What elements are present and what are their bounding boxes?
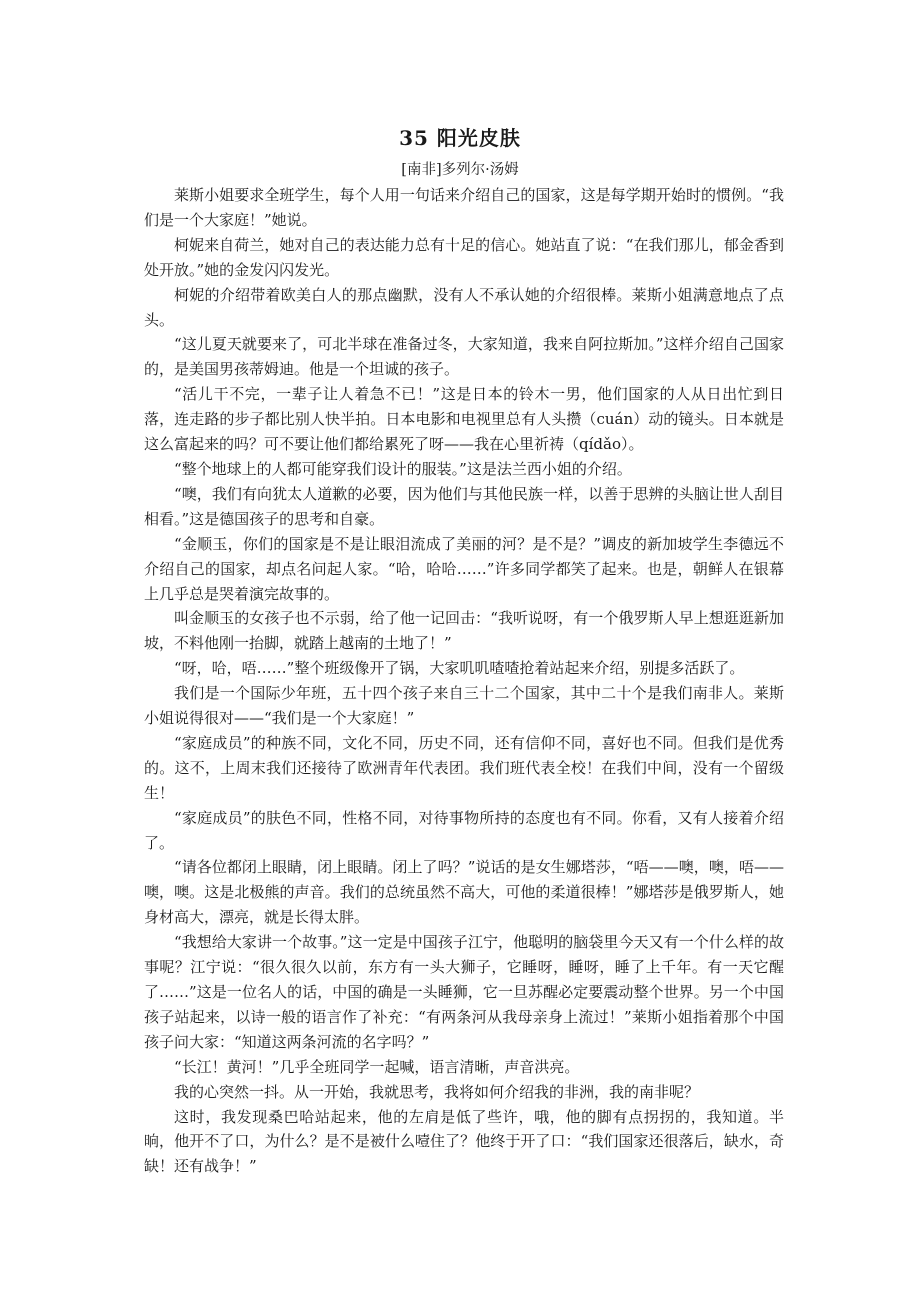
paragraph: 柯妮的介绍带着欧美白人的那点幽默，没有人不承认她的介绍很棒。莱斯小姐满意地点了点头。 bbox=[144, 285, 784, 329]
paragraph: “金顺玉，你们的国家是不是让眼泪流成了美丽的河？是不是？”调皮的新加坡学生李德远不介绍自己的国家，却点名问起人家。“哈，哈哈……”许多同学都笑了起来。也是，朝鲜人在银幕上几乎总是哭着演完故事的。 bbox=[144, 534, 784, 603]
paragraph: “请各位都闭上眼睛，闭上眼睛。闭上了吗？”说话的是女生娜塔莎，“唔——噢，噢，唔——噢，噢。这是北极熊的声音。我们的总统虽然不高大，可他的柔道很棒！”娜塔莎是俄罗斯人，她身材高大，漂亮，就是长得太胖。 bbox=[144, 858, 784, 927]
article-title: 35 阳光皮肤 bbox=[399, 126, 521, 150]
paragraph: “噢，我们有向犹太人道歉的必要，因为他们与其他民族一样，以善于思辨的头脑让世人刮目相看。”这是德国孩子的思考和自豪。 bbox=[144, 484, 784, 528]
paragraph: 我们是一个国际少年班，五十四个孩子来自三十二个国家，其中二十个是我们南非人。莱斯小姐说得很对——“我们是一个大家庭！” bbox=[144, 684, 784, 728]
paragraph: “活儿干不完，一辈子让人着急不已！”这是日本的铃木一男，他们国家的人从日出忙到日落，连走路的步子都比别人快半拍。日本电影和电视里总有人头攒（cuán）动的镜头。日本就是这么富起来的吗？可不要让他们都给累死了呀——我在心里祈祷（qídǎo）。 bbox=[144, 385, 784, 454]
paragraph: 我的心突然一抖。从一开始，我就思考，我将如何介绍我的非洲，我的南非呢？ bbox=[174, 1082, 700, 1101]
paragraph: “长江！黄河！”几乎全班同学一起喊，语言清晰，声音洪亮。 bbox=[174, 1057, 580, 1076]
paragraph: 莱斯小姐要求全班学生，每个人用一句话来介绍自己的国家，这是每学期开始时的惯例。“我们是一个大家庭！”她说。 bbox=[144, 186, 784, 229]
paragraph: “家庭成员”的种族不同，文化不同，历史不同，还有信仰不同，喜好也不同。但我们是优秀的。这不，上周末我们还接待了欧洲青年代表团。我们班代表全校！在我们中间，没有一个留级生！ bbox=[144, 733, 784, 802]
paragraph: “这儿夏天就要来了，可北半球在准备过冬，大家知道，我来自阿拉斯加。”这样介绍自己国家的，是美国男孩蒂姆迪。他是一个坦诚的孩子。 bbox=[144, 335, 784, 379]
article-body bbox=[144, 183, 784, 1179]
article-author: [南非]多列尔·汤姆 bbox=[401, 162, 519, 178]
paragraph: 柯妮来自荷兰，她对自己的表达能力总有十足的信心。她站直了说：“在我们那儿，郁金香到处开放。”她的金发闪闪发光。 bbox=[144, 235, 784, 279]
paragraph: “我想给大家讲一个故事。”这一定是中国孩子江宁，他聪明的脑袋里今天又有一个什么样的故事呢？江宁说：“很久很久以前，东方有一头大狮子，它睡呀，睡呀，睡了上千年。有一天它醒了……”这是一位名人的话，中国的确是一头睡狮，它一旦苏醒必定要震动整个世界。另一个中国孩子站起来，以诗一般的语言作了补充：“有两条河从我母亲身上流过！”莱斯小姐指着那个中国孩子问大家：“知道这两条河流的名字吗？” bbox=[144, 933, 784, 1051]
paragraph: “呀，哈，唔……”整个班级像开了锅，大家叽叽喳喳抢着站起来介绍，别提多活跃了。 bbox=[174, 659, 745, 678]
paragraph: “家庭成员”的肤色不同，性格不同，对待事物所持的态度也有不同。你看，又有人接着介绍了。 bbox=[144, 808, 784, 852]
paragraph: 叫金顺玉的女孩子也不示弱，给了他一记回击：“我听说呀，有一个俄罗斯人早上想逛逛新加坡，不料他刚一抬脚，就踏上越南的土地了！” bbox=[144, 609, 784, 653]
paragraph: “整个地球上的人都可能穿我们设计的服装。”这是法兰西小姐的介绍。 bbox=[174, 459, 632, 478]
paragraph: 这时，我发现桑巴哈站起来，他的左肩是低了些许，哦，他的脚有点拐拐的，我知道。半晌，他开不了口，为什么？是不是被什么噎住了？他终于开了口：“我们国家还很落后，缺水，奇缺！还有战争！” bbox=[144, 1107, 784, 1176]
